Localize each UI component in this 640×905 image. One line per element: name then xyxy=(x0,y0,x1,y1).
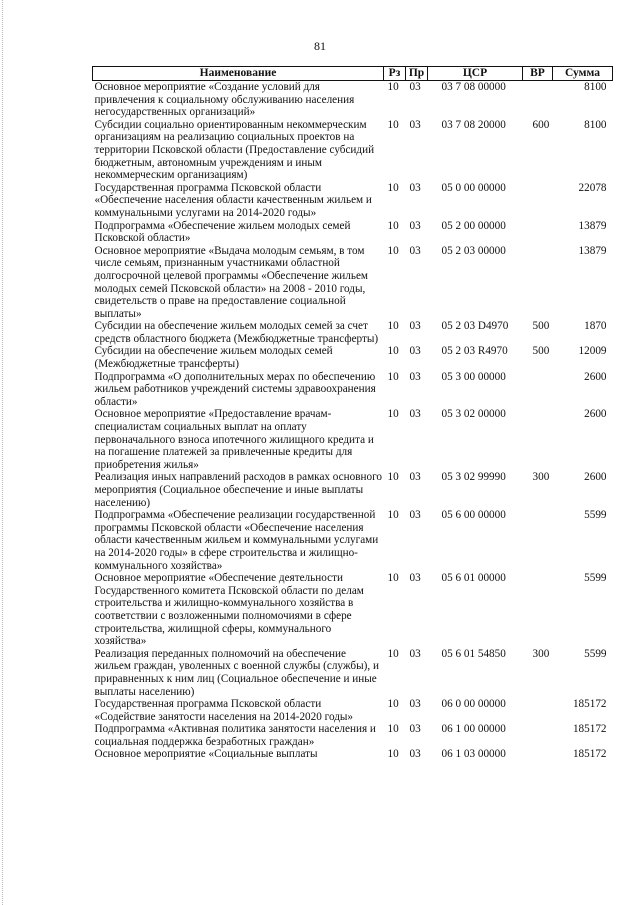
cell-csr: 05 2 03 D4970 xyxy=(441,320,509,333)
table-row xyxy=(93,572,613,648)
cell-csr: 03 7 08 20000 xyxy=(441,118,506,131)
cell-vr xyxy=(523,408,553,471)
cell-vr: 600 xyxy=(532,118,550,131)
table-row xyxy=(93,345,613,370)
cell-name: Основное мероприятие «Обеспечение деятельности Государственного комитета Псковской области по делам строительства и жилищно-коммунального хозяйства в соответствии с возложенными полномочиями в сфере строительства, жилищной сферы, коммунального хозяйства» xyxy=(94,572,364,648)
cell-csr: 06 1 03 00000 xyxy=(441,748,506,761)
cell-sum: 5599 xyxy=(584,572,607,585)
table-row xyxy=(93,245,613,321)
cell-sum: 1870 xyxy=(584,320,607,333)
cell-vr: 500 xyxy=(532,320,550,333)
cell-pr: 03 xyxy=(409,572,421,585)
table-row xyxy=(93,119,613,182)
cell-vr xyxy=(523,698,553,723)
cell-name: Основное мероприятие «Выдача молодым семьям, в том числе семьям, признанным участниками областной долгосрочной целевой программы «Обеспечение жильем молодых семей Псковской области» на 2008 - 2010 годы, свидетельств о праве на предоставление социальной выплаты» xyxy=(94,244,369,320)
page-number: 81 xyxy=(314,39,326,53)
cell-csr: 05 3 02 99990 xyxy=(441,471,506,484)
cell-pr: 03 xyxy=(409,118,421,131)
cell-sum: 5599 xyxy=(584,509,607,522)
cell-name: Реализация переданных полномочий на обеспечение жильем граждан, уволенных с военной службы (службы), и приравненных к ним лиц (Социальное обеспечение и иные выплаты населению) xyxy=(94,647,379,698)
cell-sum: 22078 xyxy=(578,181,607,194)
header-pr: Пр xyxy=(406,67,428,81)
table-header-row xyxy=(93,67,613,81)
cell-csr: 05 3 00 00000 xyxy=(441,370,506,383)
cell-sum: 13879 xyxy=(578,219,607,232)
cell-sum: 2600 xyxy=(584,408,607,421)
cell-csr: 05 6 01 00000 xyxy=(441,572,506,585)
cell-csr: 05 6 01 54850 xyxy=(441,647,506,660)
cell-pr: 03 xyxy=(409,723,421,736)
cell-rz: 10 xyxy=(387,81,399,93)
cell-rz: 10 xyxy=(387,647,399,660)
cell-name: Субсидии социально ориентированным некоммерческим организациям на реализацию социальных проектов на территории Псковской области (Предоставление субсидий бюджетным, автономным учреждениям и иным некоммерческим организациям) xyxy=(94,118,375,182)
cell-pr: 03 xyxy=(409,647,421,660)
cell-name: Подпрограмма «Активная политика занятости населения и социальная поддержка безработных граждан» xyxy=(94,723,376,748)
cell-sum: 8100 xyxy=(584,118,607,131)
table-row xyxy=(93,698,613,723)
cell-csr: 05 3 02 00000 xyxy=(441,408,506,421)
cell-vr xyxy=(523,572,553,648)
cell-vr: 500 xyxy=(532,345,550,358)
cell-csr: 03 7 08 00000 xyxy=(441,81,506,93)
cell-pr: 03 xyxy=(409,370,421,383)
cell-csr: 05 2 03 00000 xyxy=(441,244,506,257)
cell-name: Субсидии на обеспечение жильем молодых семей за счет средств областного бюджета (Межбюджетные трансферты) xyxy=(94,320,379,345)
cell-pr: 03 xyxy=(409,471,421,484)
table-row xyxy=(93,81,613,119)
cell-rz: 10 xyxy=(387,118,399,131)
cell-rz: 10 xyxy=(387,723,399,736)
cell-name: Подпрограмма «О дополнительных мерах по обеспечению жильем работников учреждений системы здравоохранения области» xyxy=(94,370,376,408)
cell-csr: 06 1 00 00000 xyxy=(441,723,506,736)
cell-vr xyxy=(523,371,553,409)
table-row xyxy=(93,509,613,572)
cell-pr: 03 xyxy=(409,698,421,711)
cell-pr: 03 xyxy=(409,81,421,93)
cell-vr: 300 xyxy=(532,471,550,484)
cell-name: Основное мероприятие «Создание условий для привлечения к социальному обслуживанию населения негосударственных организаций» xyxy=(94,81,355,119)
cell-sum: 13879 xyxy=(578,244,607,257)
cell-vr xyxy=(523,748,553,761)
cell-rz: 10 xyxy=(387,471,399,484)
cell-rz: 10 xyxy=(387,181,399,194)
table-row xyxy=(93,408,613,471)
cell-rz: 10 xyxy=(387,748,399,761)
table-row xyxy=(93,320,613,345)
cell-name: Подпрограмма «Обеспечение жильем молодых семей Псковской области» xyxy=(94,219,351,245)
cell-vr xyxy=(523,509,553,572)
cell-csr: 05 2 03 R4970 xyxy=(441,345,508,358)
cell-pr: 03 xyxy=(409,181,421,194)
table-body xyxy=(93,81,613,762)
cell-pr: 03 xyxy=(409,244,421,257)
cell-sum: 185172 xyxy=(572,723,607,736)
cell-rz: 10 xyxy=(387,244,399,257)
header-vr: ВР xyxy=(523,67,553,81)
cell-pr: 03 xyxy=(409,748,421,761)
cell-sum: 185172 xyxy=(572,698,607,711)
cell-rz: 10 xyxy=(387,509,399,522)
cell-csr: 05 0 00 00000 xyxy=(441,181,506,194)
cell-sum: 2600 xyxy=(584,370,607,383)
cell-name: Субсидии на обеспечение жильем молодых семей (Межбюджетные трансферты) xyxy=(94,345,333,371)
cell-rz: 10 xyxy=(387,370,399,383)
cell-name: Подпрограмма «Обеспечение реализации государственной программы Псковской области «Обеспечение населения области качественным жильем и коммунальными услугами на 2014-2020 годы» в сфере строительства и жилищно-коммунального хозяйства» xyxy=(94,509,379,572)
cell-name: Реализация иных направлений расходов в рамках основного мероприятия (Социальное обеспечение и иные выплаты населению) xyxy=(94,471,382,509)
table-row xyxy=(93,723,613,748)
table-row xyxy=(93,371,613,409)
cell-vr xyxy=(523,723,553,748)
cell-vr xyxy=(523,81,553,119)
cell-csr: 05 6 00 00000 xyxy=(441,509,506,522)
scan-edge-line xyxy=(2,0,4,905)
cell-name: Государственная программа Псковской области «Обеспечение населения области качественным жильем и коммунальными услугами на 2014-2020 годы» xyxy=(94,181,372,219)
cell-csr: 05 2 00 00000 xyxy=(441,219,506,232)
header-sum: Сумма xyxy=(553,67,613,81)
cell-rz: 10 xyxy=(387,320,399,333)
header-csr: ЦСР xyxy=(428,67,523,81)
cell-rz: 10 xyxy=(387,698,399,711)
cell-name: Основное мероприятие «Предоставление врачам-специалистам социальных выплат на оплату первоначального взноса ипотечного жилищного кредита и на погашение платежей за привлеченные кредиты для приобретения жилья» xyxy=(94,408,374,471)
cell-pr: 03 xyxy=(409,408,421,421)
cell-vr xyxy=(523,182,553,220)
cell-sum: 5599 xyxy=(584,647,607,660)
cell-sum: 8100 xyxy=(584,81,607,93)
cell-sum: 2600 xyxy=(584,471,607,484)
table-row xyxy=(93,648,613,698)
cell-sum: 12009 xyxy=(578,345,607,358)
table-row xyxy=(93,182,613,220)
cell-rz: 10 xyxy=(387,572,399,585)
table-row xyxy=(93,748,613,761)
cell-rz: 10 xyxy=(387,219,399,232)
budget-table xyxy=(92,66,613,761)
cell-vr: 300 xyxy=(532,647,550,660)
cell-vr xyxy=(523,220,553,245)
table-row xyxy=(93,471,613,509)
cell-rz: 10 xyxy=(387,345,399,358)
cell-name: Основное мероприятие «Социальные выплаты xyxy=(94,748,318,761)
cell-sum: 185172 xyxy=(572,748,607,761)
cell-pr: 03 xyxy=(409,345,421,358)
cell-vr xyxy=(523,245,553,321)
table-row xyxy=(93,220,613,245)
cell-name: Государственная программа Псковской области «Содействие занятости населения на 2014-2020 годы» xyxy=(94,698,354,723)
cell-pr: 03 xyxy=(409,219,421,232)
header-rz: Рз xyxy=(384,67,406,81)
header-name: Наименование xyxy=(93,67,384,81)
cell-pr: 03 xyxy=(409,320,421,333)
cell-csr: 06 0 00 00000 xyxy=(441,698,506,711)
cell-pr: 03 xyxy=(409,509,421,522)
cell-rz: 10 xyxy=(387,408,399,421)
